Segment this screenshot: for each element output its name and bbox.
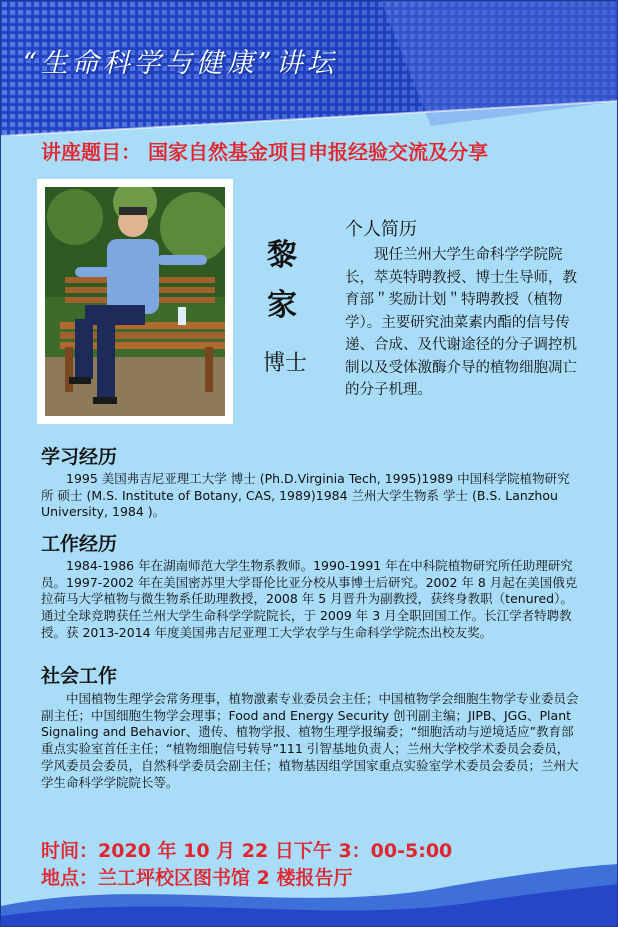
bio-heading: 个人简历 <box>345 219 417 240</box>
event-time: 时间：2020 年 10 月 22 日下午 3：00-5:00 <box>41 840 453 862</box>
event-place: 地点：兰工坪校区图书馆 2 楼报告厅 <box>41 867 353 889</box>
education-text: 1995 美国弗吉尼亚理工大学 博士 (Ph.D.Virginia Tech, 1995)1989 中国科学院植物研究所 硕士 (M.S. Institute of Botany, CAS, 1989)1984 兰州大学生物系 学士 (B.S. Lanzhou University, 1984 )。 <box>41 471 570 520</box>
speaker-name-char-2: 家 <box>267 288 297 323</box>
service-text: 中国植物生理学会常务理事，植物激素专业委员会主任；中国植物学会细胞生物学专业委员会副主任；中国细胞生物学会理事；Food and Energy Security 创刊副主编；JIPB、JGG、Plant Signaling and Behavior、遗传、植物学报、植物生理学报编委；“细胞活动与逆境适应”教育部重点实验室首任主任；“植物细胞信号转导”111 引智基地负责人；兰州大学校学术委员会委员，学风委员会委员，自然科学委员会副主任；植物基因组学国家重点实验室学术委员会委员；兰州大学生命科学学院院长等。 <box>41 691 579 790</box>
speaker-degree: 博士 <box>263 351 308 376</box>
bio-text: 现任兰州大学生命科学学院院长，萃英特聘教授、博士生导师，教育部＂奖励计划＂特聘教授（植物学）。主要研究油菜素内酯的信号传递、合成、及代谢途径的分子调控机制以及受体激酶介导的植物细胞凋亡的分子机理。 <box>345 247 577 398</box>
speaker-photo <box>37 179 233 424</box>
work-heading: 工作经历 <box>41 533 118 555</box>
education-heading: 学习经历 <box>41 446 118 468</box>
work-text: 1984-1986 年在湖南师范大学生物系教师。1990-1991 年在中科院植物研究所任助理研究员。1997-2002 年在美国密苏里大学哥伦比亚分校从事博士后研究。2002 年 8 月起在美国俄克拉荷马大学植物与微生物系任助理教授，2008 年 5 月晋升为副教授，获终身教职（tenured）。通过全球竞聘获任兰州大学生命科学学院院长，于 2009 年 3 月全职回国工作。长江学者特聘教授。获 2013-2014 年度美国弗吉尼亚理工大学农学与生命科学学院杰出校友奖。 <box>41 558 578 640</box>
speaker-name-char-1: 黎 <box>267 238 297 273</box>
banner-title: “生命科学与健康”讲坛 <box>23 48 338 79</box>
lecture-title: 讲座题目： 国家自然基金项目申报经验交流及分享 <box>41 140 488 164</box>
service-heading: 社会工作 <box>41 665 118 687</box>
speaker-name <box>267 231 297 331</box>
